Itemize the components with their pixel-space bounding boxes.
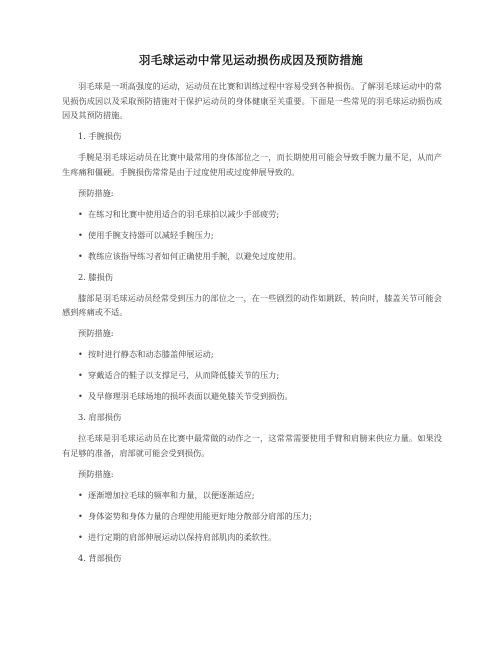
prevention-label-shoulder: 预防措施: [78, 468, 114, 479]
list-item [62, 228, 442, 243]
list-item-text: 穿戴适合的鞋子以支撑足弓，从而降低膝关节的压力; [88, 370, 280, 380]
bullet-icon: • [78, 531, 83, 542]
list-item [62, 207, 442, 222]
list-item [62, 347, 442, 362]
section-heading-knee: 2. 膝损伤 [78, 271, 113, 282]
document-body [62, 79, 442, 572]
bullet-icon: • [78, 229, 83, 240]
list-item [62, 509, 442, 524]
bullet-icon: • [78, 349, 83, 359]
list-item-text: 进行定期的肩部伸展运动以保持肩部肌肉的柔软性。 [88, 531, 277, 542]
list-item-text: 及早修理羽毛球场地的损坏表面以避免膝关节受到损伤。 [88, 391, 293, 401]
list-item [62, 249, 442, 264]
bullet-icon: • [78, 489, 83, 500]
list-item-text: 逐渐增加拉毛球的频率和力量，以便逐渐适应; [88, 489, 255, 500]
bullet-icon: • [78, 250, 83, 261]
section-body-wrist: 手腕是羽毛球运动员在比赛中最常用的身体部位之一，而长期使用可能会导致手腕力量不足，从而产生疼痛和僵硬。手腕损伤常常是由于过度使用或过度伸展导致的。 [62, 152, 442, 177]
section-heading-back: 4. 背部损伤 [78, 552, 122, 563]
bullet-icon: • [78, 510, 83, 521]
list-item-text: 按时进行静态和动态膝盖伸展运动; [88, 349, 214, 359]
section-body-knee: 膝部是羽毛球运动员经常受到压力的部位之一，在一些剧烈的动作如跳跃、转向时，膝盖关节可能会感到疼痛或不适。 [62, 292, 442, 317]
bullet-icon: • [78, 370, 83, 380]
list-item-text: 身体姿势和身体力量的合理使用能更好地分散部分肩部的压力; [88, 510, 312, 521]
list-item [62, 488, 442, 503]
list-item-text: 教练应该指导练习者如何正确使用手腕，以避免过度使用。 [88, 250, 301, 261]
prevention-label-wrist: 预防措施: [78, 187, 114, 198]
section-heading-wrist: 1. 手腕损伤 [78, 131, 122, 141]
bullet-icon: • [78, 208, 83, 219]
section-body-shoulder: 拉毛球是羽毛球运动员在比赛中最常做的动作之一，这常常需要使用手臂和肩膀来供应力量。如果没有足够的准备，肩部就可能会受到损伤。 [62, 433, 442, 458]
intro-paragraph: 羽毛球是一项高强度的运动，运动员在比赛和训练过程中容易受到各种损伤。了解羽毛球运动中的常见损伤成因以及采取预防措施对于保护运动员的身体健康至关重要。下面是一些常见的羽毛球运动损伤成因及其预防措施。 [62, 81, 442, 120]
bullet-icon: • [78, 391, 83, 401]
list-item-text: 使用手腕支持器可以减轻手腕压力; [88, 229, 214, 240]
list-item-text: 在练习和比赛中使用适合的羽毛球拍以减少手部疲劳; [88, 208, 280, 219]
list-item [62, 368, 442, 383]
list-item [62, 530, 442, 545]
list-item [62, 389, 442, 404]
document-title: 羽毛球运动中常见运动损伤成因及预防措施 [138, 53, 364, 67]
prevention-label-knee: 预防措施: [78, 328, 114, 338]
section-heading-shoulder: 3. 肩部损伤 [78, 412, 122, 422]
